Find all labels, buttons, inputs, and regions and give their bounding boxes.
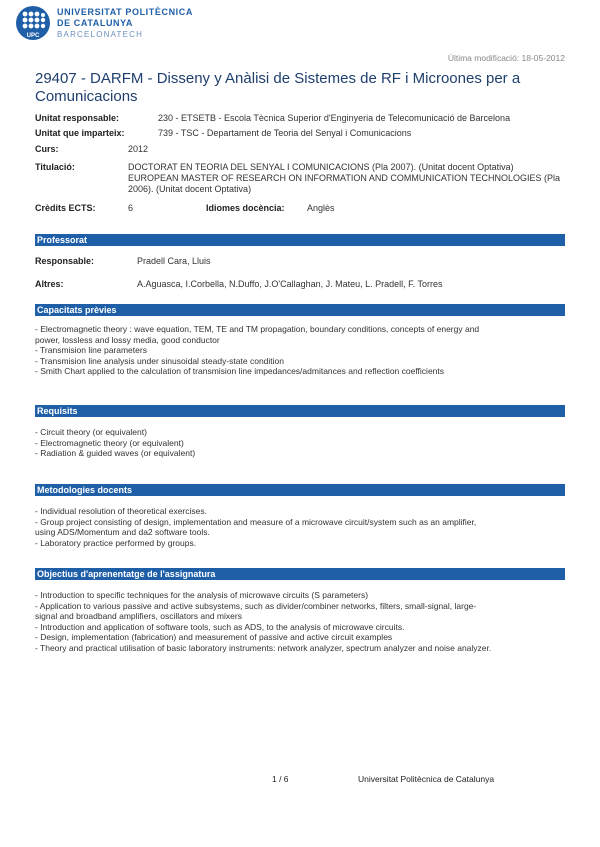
text-line: using ADS/Momentum and da2 software tools. — [35, 527, 210, 537]
titulacio-line: 2006). (Unitat docent Optativa) — [128, 184, 252, 194]
requisits-text — [35, 427, 570, 459]
upc-logo — [16, 6, 193, 40]
curs-label: Curs: — [35, 144, 59, 154]
idiomes-value: Anglès — [307, 203, 335, 213]
text-line: - Electromagnetic theory : wave equation, TEM, TE and TM propagation, boundary conditions, concepts of energy and — [35, 324, 480, 334]
titulacio-value — [128, 162, 568, 195]
text-line: - Laboratory practice performed by groups. — [35, 537, 197, 548]
text-line: - Electromagnetic theory (or equivalent) — [35, 437, 184, 448]
text-line: - Transmision line analysis under sinusoidal steady-state condition — [35, 355, 284, 366]
text-line: power, lossless and lossy media, good conductor — [35, 334, 220, 345]
unitat-imparteix-value: 739 - TSC - Departament de Teoria del Senyal i Comunicacions — [158, 128, 412, 138]
text-line: - Circuit theory (or equivalent) — [35, 427, 147, 437]
credits-value: 6 — [128, 203, 134, 213]
objectius-text — [35, 590, 570, 653]
text-line: - Design, implementation (fabrication) and measurement of passive and active circuit examples — [35, 632, 393, 642]
credits-label: Crèdits ECTS: — [35, 203, 96, 213]
responsable-value: Pradell Cara, Lluis — [137, 256, 211, 266]
curs-value: 2012 — [128, 144, 149, 154]
last-modified: Última modificació: 18-05-2012 — [447, 53, 565, 63]
text-line: - Individual resolution of theoretical exercises. — [35, 506, 207, 516]
responsable-label: Responsable: — [35, 256, 95, 266]
footer-university: Universitat Politècnica de Catalunya — [358, 774, 495, 784]
section-professorat-heading: Professorat — [35, 234, 565, 246]
text-line: - Theory and practical utilisation of basic laboratory instruments: network analyzer, spectrum analyzer and noise analyzer. — [35, 642, 492, 653]
text-line: signal and broadband amplifiers, oscillators and mixers — [35, 611, 242, 621]
titulacio-line: EUROPEAN MASTER OF RESEARCH ON INFORMATION AND COMMUNICATION TECHNOLOGIES (Pla — [128, 173, 561, 183]
logo-line-2: DE CATALUNYA — [57, 17, 134, 28]
logo-line-1: UNIVERSITAT POLITÈCNICA — [57, 6, 193, 17]
section-requisits-heading: Requisits — [35, 405, 565, 417]
text-line: - Group project consisting of design, implementation and measure of a microwave circuit/system such as an amplifier, — [35, 516, 477, 527]
unitat-imparteix-label: Unitat que imparteix: — [35, 128, 125, 138]
unitat-responsable-value: 230 - ETSETB - Escola Tècnica Superior d'Enginyeria de Telecomunicació de Barcelona — [158, 113, 511, 123]
section-objectius-heading: Objectius d'aprenentatge de l'assignatura — [35, 568, 565, 580]
altres-value: A.Aguasca, I.Corbella, N.Duffo, J.O'Callaghan, J. Mateu, L. Pradell, F. Torres — [137, 279, 443, 289]
capacitats-text — [35, 324, 570, 377]
text-line: - Introduction to specific techniques for the analysis of microwave circuits (S parameters) — [35, 590, 369, 600]
text-line: - Transmision line parameters — [35, 345, 147, 355]
page-number: 1 / 6 — [272, 774, 289, 784]
idiomes-label: Idiomes docència: — [206, 203, 285, 213]
titulacio-label: Titulació: — [35, 162, 75, 172]
text-line: - Introduction and application of software tools, such as ADS, to the analysis of microwave circuits. — [35, 621, 405, 632]
titulacio-line: DOCTORAT EN TEORIA DEL SENYAL I COMUNICACIONS (Pla 2007). (Unitat docent Optativa) — [128, 162, 514, 172]
logo-badge: UPC — [26, 33, 40, 39]
unitat-responsable-label: Unitat responsable: — [35, 113, 120, 123]
page-title: 29407 - DARFM - Disseny y Anàlisi de Sistemes de RF i Microones per a Comunicacions — [35, 70, 521, 105]
logo-wordmark — [57, 7, 193, 40]
section-metodologies-heading: Metodologies docents — [35, 484, 565, 496]
upc-logo-icon — [16, 6, 50, 40]
text-line: - Smith Chart applied to the calculation of transmision line impedances/admitances and reflection coefficients — [35, 366, 445, 376]
section-capacitats-heading: Capacitats prèvies — [35, 304, 565, 316]
logo-line-3: BARCELONATECH — [57, 29, 144, 39]
text-line: - Application to various passive and active subsystems, such as divider/combiner networks, filters, small-signal, large- — [35, 600, 477, 611]
metodologies-text — [35, 506, 570, 548]
altres-label: Altres: — [35, 279, 64, 289]
text-line: - Radiation & guided waves (or equivalent) — [35, 448, 196, 458]
